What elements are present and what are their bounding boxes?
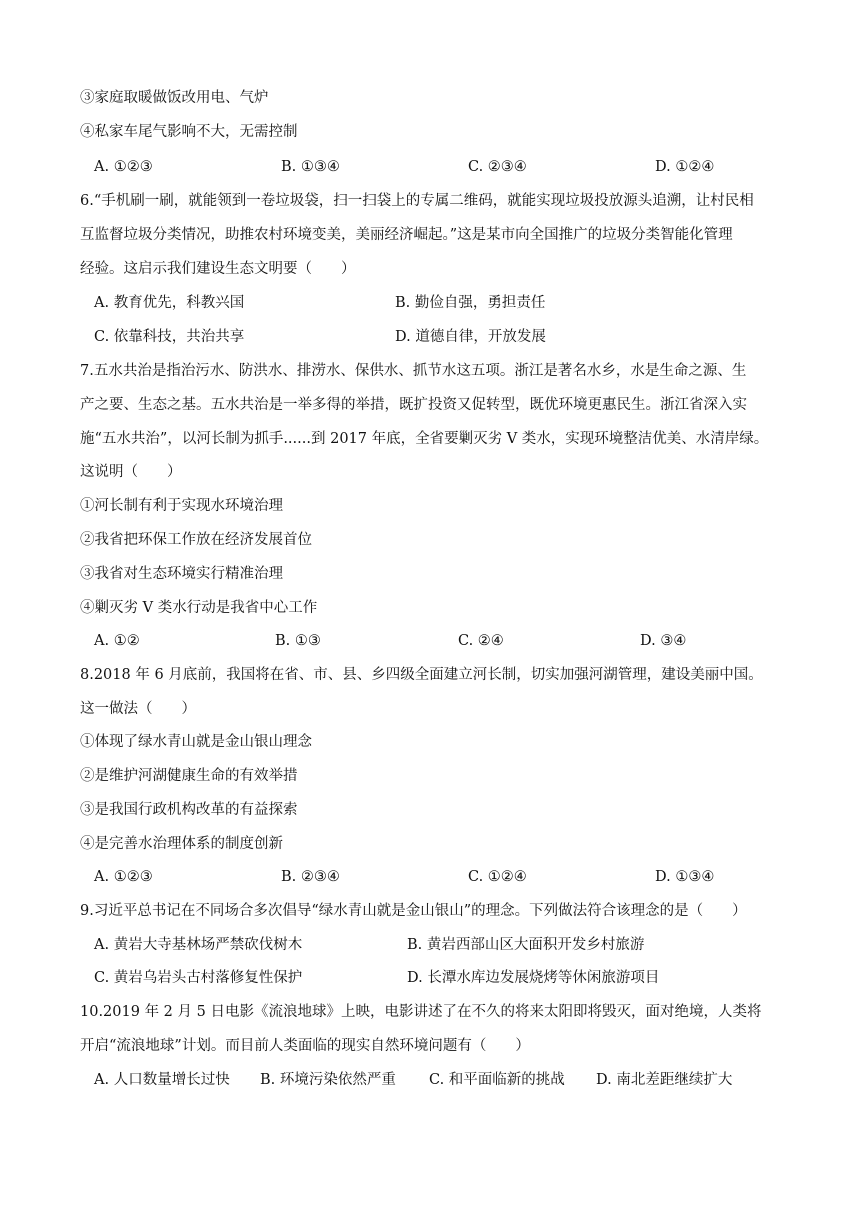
q5-option-d[interactable]: D. ①②④: [655, 159, 715, 175]
q6-option-d[interactable]: D. 道德自律，开放发展: [395, 329, 546, 345]
q6-option-b[interactable]: B. 勤俭自强，勇担责任: [395, 295, 546, 311]
q7-statement-4: ④剿灭劣 V 类水行动是我省中心工作: [80, 600, 318, 616]
q9-stem-line-1: 9.习近平总书记在不同场合多次倡导“绿水青山就是金山银山”的理念。下列做法符合该理念的是（ ）: [80, 903, 747, 919]
q7-option-c[interactable]: C. ②④: [458, 633, 504, 649]
q9-option-a[interactable]: A. 黄岩大寺基林场严禁砍伐树木: [94, 937, 303, 953]
q5-statement-3: ③家庭取暖做饭改用电、气炉: [80, 90, 269, 106]
q8-stem-line-2: 这一做法（ ）: [80, 701, 196, 717]
q6-option-a[interactable]: A. 教育优先，科教兴国: [94, 295, 245, 311]
q7-option-b[interactable]: B. ①③: [275, 633, 321, 649]
q7-statement-2: ②我省把环保工作放在经济发展首位: [80, 532, 312, 548]
q5-statement-4: ④私家车尾气影响不大，无需控制: [80, 124, 298, 140]
q6-stem-line-1: 6.“手机刷一刷，就能领到一卷垃圾袋，扫一扫袋上的专属二维码，就能实现垃圾投放源头追溯，让村民相: [80, 193, 754, 209]
q8-statement-3: ③是我国行政机构改革的有益探索: [80, 802, 298, 818]
q6-stem-line-2: 互监督垃圾分类情况，助推农村环境变美，美丽经济崛起。”这是某市向全国推广的垃圾分类智能化管理: [80, 227, 733, 243]
q8-option-a[interactable]: A. ①②③: [94, 869, 153, 885]
q8-option-d[interactable]: D. ①③④: [655, 869, 715, 885]
q6-option-c[interactable]: C. 依靠科技，共治共享: [94, 329, 245, 345]
q8-option-c[interactable]: C. ①②④: [468, 869, 527, 885]
q6-stem-line-3: 经验。这启示我们建设生态文明要（ ）: [80, 261, 356, 277]
q7-stem-line-2: 产之要、生态之基。五水共治是一举多得的举措，既扩投资又促转型，既优环境更惠民生。浙江省深入实: [80, 397, 747, 413]
q7-stem-line-3: 施“五水共治”，以河长制为抓手......到 2017 年底，全省要剿灭劣 V 类水，实现环境整洁优美、水清岸绿。: [80, 431, 769, 447]
q10-stem-line-1: 10.2019 年 2 月 5 日电影《流浪地球》上映，电影讲述了在不久的将来太阳即将毁灭，面对绝境，人类将: [80, 1004, 762, 1020]
q10-option-b[interactable]: B. 环境污染依然严重: [260, 1072, 396, 1088]
q10-option-d[interactable]: D. 南北差距继续扩大: [596, 1072, 733, 1088]
q8-stem-line-1: 8.2018 年 6 月底前，我国将在省、市、县、乡四级全面建立河长制，切实加强河湖管理，建设美丽中国。: [80, 667, 763, 683]
q10-stem-line-2: 开启“流浪地球”计划。而目前人类面临的现实自然环境问题有（ ）: [80, 1038, 530, 1054]
q5-option-a[interactable]: A. ①②③: [94, 159, 153, 175]
q9-option-c[interactable]: C. 黄岩乌岩头古村落修复性保护: [94, 970, 303, 986]
q7-option-d[interactable]: D. ③④: [640, 633, 687, 649]
q8-statement-4: ④是完善水治理体系的制度创新: [80, 836, 283, 852]
q8-statement-2: ②是维护河湖健康生命的有效举措: [80, 768, 298, 784]
q8-statement-1: ①体现了绿水青山就是金山银山理念: [80, 734, 312, 750]
q5-option-c[interactable]: C. ②③④: [468, 159, 527, 175]
q10-option-c[interactable]: C. 和平面临新的挑战: [429, 1072, 565, 1088]
q7-statement-3: ③我省对生态环境实行精准治理: [80, 566, 283, 582]
q7-stem-line-1: 7.五水共治是指治污水、防洪水、排涝水、保供水、抓节水这五项。浙江是著名水乡，水是生命之源、生: [80, 363, 747, 379]
q9-option-d[interactable]: D. 长潭水库边发展烧烤等休闲旅游项目: [407, 970, 660, 986]
q7-stem-line-4: 这说明（ ）: [80, 464, 182, 480]
q7-option-a[interactable]: A. ①②: [94, 633, 140, 649]
q10-option-a[interactable]: A. 人口数量增长过快: [94, 1072, 230, 1088]
q8-option-b[interactable]: B. ②③④: [281, 869, 340, 885]
q9-option-b[interactable]: B. 黄岩西部山区大面积开发乡村旅游: [407, 937, 645, 953]
q5-option-b[interactable]: B. ①③④: [281, 159, 340, 175]
q7-statement-1: ①河长制有利于实现水环境治理: [80, 498, 283, 514]
